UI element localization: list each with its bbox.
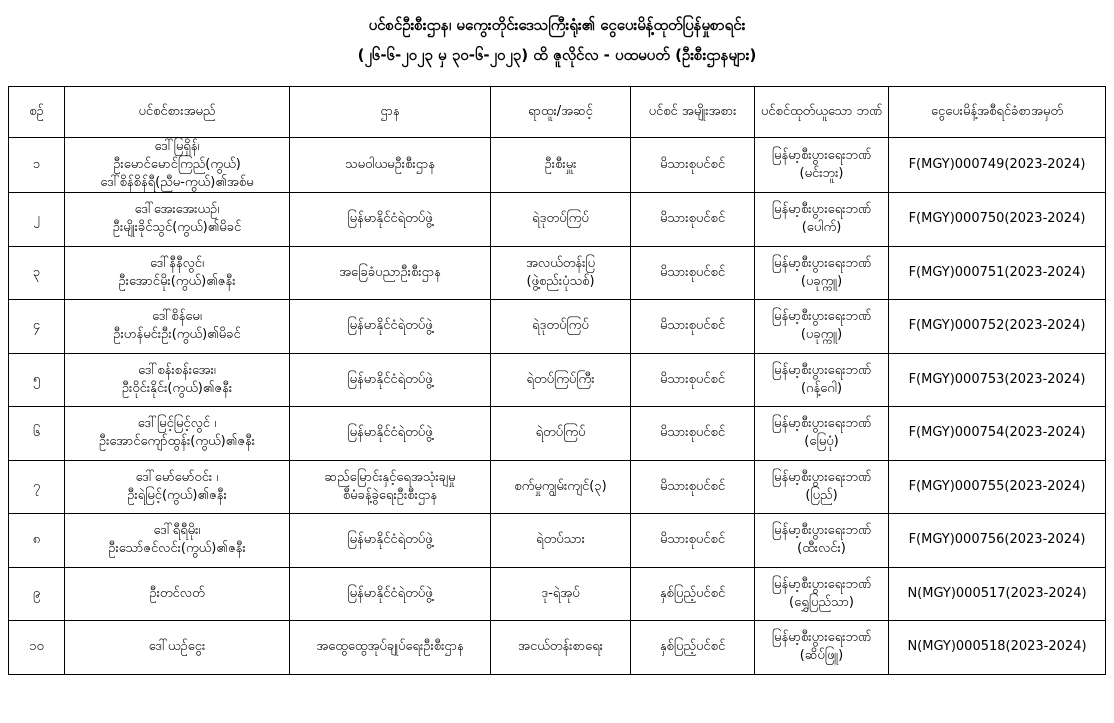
cell-rank-line: အလယ်တန်းပြ xyxy=(525,255,596,271)
cell-report-number: F(MGY)000753(2023-2024) xyxy=(889,353,1106,407)
table-row xyxy=(9,621,1106,675)
cell-no: ၁ xyxy=(9,138,65,193)
document-subtitle: (၂၆-၆-၂၀၂၃ မှ ၃၀-၆-၂၀၂၃) ထိ ဇူလိုင်လ - ပထမပတ် (ဦးစီးဌာနများ) xyxy=(357,46,757,64)
cell-pension-type: မိသားစုပင်စင် xyxy=(631,407,755,461)
cell-name xyxy=(65,353,290,407)
cell-department-line: မြန်မာနိုင်ငံရဲတပ်ဖွဲ့ xyxy=(347,532,433,548)
cell-name-line: ဒေါ်စိန်စိန်ရီ(ညီမ-ကွယ်)၏အစ်မ xyxy=(100,175,254,190)
cell-report-number: F(MGY)000756(2023-2024) xyxy=(889,514,1106,568)
header-bank-line: ဘဏ် xyxy=(856,104,883,119)
cell-pension-type: မိသားစုပင်စင် xyxy=(631,138,755,193)
table-row xyxy=(9,246,1106,300)
table-row xyxy=(9,300,1106,354)
header-pension-type-line: အမျိုးအစား xyxy=(681,104,737,119)
cell-name-line: ဦးအောင်ကျော်ထွန်း(ကွယ်)၏ဇနီး xyxy=(98,434,256,450)
cell-rank xyxy=(491,621,631,675)
cell-pension-type: နှစ်ပြည့်ပင်စင် xyxy=(631,621,755,675)
cell-pension-type: နှစ်ပြည့်ပင်စင် xyxy=(631,567,755,621)
cell-pension-type: မိသားစုပင်စင် xyxy=(631,460,755,514)
cell-rank xyxy=(491,407,631,461)
cell-department-line: မြန်မာနိုင်ငံရဲတပ်ဖွဲ့ xyxy=(347,371,433,387)
cell-name xyxy=(65,460,290,514)
cell-rank xyxy=(491,193,631,247)
cell-rank-line: ဦးစီးမှူး xyxy=(544,157,577,172)
cell-report-number: F(MGY)000751(2023-2024) xyxy=(889,246,1106,300)
cell-no: ၇ xyxy=(9,460,65,514)
cell-rank-line: ရဲတပ်သား xyxy=(536,532,585,548)
cell-department xyxy=(290,567,491,621)
cell-bank-line: (ပေါက်) xyxy=(801,220,842,236)
cell-name-line: ဦးဝိုင်းနိုင်း(ကွယ်)၏ဇနီး xyxy=(121,380,233,396)
table-row xyxy=(9,193,1106,247)
cell-bank xyxy=(755,407,889,461)
cell-department-line: အထွေထွေအုပ်ချုပ်ရေးဦးစီးဌာန xyxy=(316,639,464,655)
cell-pension-type: မိသားစုပင်စင် xyxy=(631,300,755,354)
header-rank: ရာထူး/အဆင့် xyxy=(491,87,631,138)
table-body xyxy=(9,138,1106,675)
header-bank-line: ပင်စင်ထုတ်ယူသော xyxy=(760,104,853,119)
cell-department-line: မြန်မာနိုင်ငံရဲတပ်ဖွဲ့ xyxy=(347,318,433,334)
cell-rank-line: ဒု-ရဲအုပ် xyxy=(541,585,580,601)
cell-name xyxy=(65,407,290,461)
cell-rank-line: ရဲတပ်ကြပ် xyxy=(535,425,586,441)
cell-department xyxy=(290,246,491,300)
cell-name-line: ဒေါ်မြင့်မြင့်လွင် ၊ xyxy=(137,416,217,432)
cell-report-number: F(MGY)000752(2023-2024) xyxy=(889,300,1106,354)
cell-name-line: ဦးဟန်မင်းဦး(ကွယ်)၏မိခင် xyxy=(113,327,241,343)
pension-table xyxy=(8,86,1106,675)
cell-bank-line: (မင်းဘူး) xyxy=(799,166,844,181)
cell-bank-line: မြန်မာ့စီးပွားရေးဘဏ် xyxy=(771,576,872,592)
cell-department xyxy=(290,300,491,354)
cell-department xyxy=(290,407,491,461)
cell-report-number: F(MGY)000750(2023-2024) xyxy=(889,193,1106,247)
cell-rank-line: (ဖွဲ့စည်းပုံသစ်) xyxy=(526,273,595,289)
cell-name xyxy=(65,193,290,247)
table-row xyxy=(9,138,1106,193)
cell-bank-line: မြန်မာ့စီးပွားရေးဘဏ် xyxy=(771,202,872,218)
header-pension-type-line: ပင်စင် xyxy=(648,104,678,119)
cell-bank-line: (ရွှေပြည်သာ) xyxy=(789,594,854,610)
cell-rank xyxy=(491,300,631,354)
cell-department xyxy=(290,193,491,247)
cell-name-line: ဒေါ်မြရှိန်၊ xyxy=(154,139,200,154)
cell-bank-line: မြန်မာ့စီးပွားရေးဘဏ် xyxy=(771,416,872,432)
cell-report-number: N(MGY)000518(2023-2024) xyxy=(889,621,1106,675)
cell-department-line: ဆည်မြောင်းနှင့်ရေအသုံးချမှု xyxy=(324,469,456,485)
cell-department xyxy=(290,514,491,568)
cell-bank xyxy=(755,300,889,354)
cell-department-line: မြန်မာနိုင်ငံရဲတပ်ဖွဲ့ xyxy=(347,585,433,601)
cell-no: ၁၀ xyxy=(9,621,65,675)
cell-name-line: ဒေါ်စိန်မေ၊ xyxy=(152,309,202,325)
header-report-number: ငွေပေးမိန့်အစီရင်ခံစာအမှတ် xyxy=(889,87,1106,138)
table-row xyxy=(9,514,1106,568)
header-pension-type xyxy=(631,87,755,138)
cell-bank-line: (ပခုက္ကူ) xyxy=(800,327,843,343)
cell-rank xyxy=(491,138,631,193)
cell-name-line: ဒေါ်ယဉ်ငွေး xyxy=(148,639,206,655)
header-department: ဌာန xyxy=(290,87,491,138)
cell-bank-line: (ဆိပ်ဖြူ) xyxy=(799,648,844,664)
cell-department xyxy=(290,138,491,193)
cell-bank-line: မြန်မာ့စီးပွားရေးဘဏ် xyxy=(771,148,872,163)
cell-name-line: ဦးရဲမြင့်(ကွယ်)၏ဇနီး xyxy=(127,487,227,503)
cell-no: ၂ xyxy=(9,193,65,247)
cell-department-line: စီမံခန့်ခွဲရေးဦးစီးဌာန xyxy=(342,487,438,503)
table-row xyxy=(9,567,1106,621)
cell-rank-line: အငယ်တန်းစာရေး xyxy=(518,639,603,655)
cell-name-line: ဒေါ်အေးအေးယဉ်၊ xyxy=(134,202,220,218)
cell-bank-line: (ပခုက္ကူ) xyxy=(800,273,843,289)
cell-no: ၉ xyxy=(9,567,65,621)
cell-name-line: ဦးအောင်မိုး(ကွယ်)၏ဇနီး xyxy=(118,273,236,289)
cell-report-number: F(MGY)000749(2023-2024) xyxy=(889,138,1106,193)
cell-bank-line: (မြေပုံ) xyxy=(804,434,839,450)
cell-department-line: သမဝါယမဦးစီးဌာန xyxy=(345,157,435,172)
cell-no: ၄ xyxy=(9,300,65,354)
cell-rank-line: ရဲဒုတပ်ကြပ် xyxy=(532,211,589,227)
cell-rank-line: စက်မှုကျွမ်းကျင်(၃) xyxy=(514,478,607,494)
cell-name xyxy=(65,621,290,675)
cell-bank-line: မြန်မာ့စီးပွားရေးဘဏ် xyxy=(771,309,872,325)
cell-department xyxy=(290,353,491,407)
cell-no: ၈ xyxy=(9,514,65,568)
cell-name-line: ဒေါ်ရီရီမိုး၊ xyxy=(153,523,201,539)
cell-name xyxy=(65,138,290,193)
table-row xyxy=(9,460,1106,514)
cell-rank xyxy=(491,514,631,568)
cell-department-line: မြန်မာနိုင်ငံရဲတပ်ဖွဲ့ xyxy=(347,211,433,227)
cell-rank-line: ရဲဒုတပ်ကြပ် xyxy=(532,318,589,334)
cell-name xyxy=(65,246,290,300)
cell-pension-type: မိသားစုပင်စင် xyxy=(631,193,755,247)
cell-name-line: ဦးမျိုးခိုင်သွင်(ကွယ်)၏မိခင် xyxy=(112,220,242,236)
cell-rank xyxy=(491,353,631,407)
cell-bank-line: မြန်မာ့စီးပွားရေးဘဏ် xyxy=(771,630,872,646)
cell-pension-type: မိသားစုပင်စင် xyxy=(631,246,755,300)
cell-bank-line: မြန်မာ့စီးပွားရေးဘဏ် xyxy=(771,362,872,378)
header-bank xyxy=(755,87,889,138)
cell-rank xyxy=(491,246,631,300)
cell-pension-type: မိသားစုပင်စင် xyxy=(631,353,755,407)
cell-bank-line: မြန်မာ့စီးပွားရေးဘဏ် xyxy=(771,523,872,539)
cell-bank-line: (ဂန့်ဂေါ) xyxy=(800,380,843,396)
cell-rank xyxy=(491,460,631,514)
cell-name xyxy=(65,300,290,354)
table-header-row xyxy=(9,87,1106,138)
cell-name-line: ဦးသော်ဇင်လင်း(ကွယ်)၏ဇနီး xyxy=(108,541,246,557)
cell-report-number: N(MGY)000517(2023-2024) xyxy=(889,567,1106,621)
cell-name-line: ဒေါ်မော်မော်ဝင်း ၊ xyxy=(135,469,219,485)
document-title: ပင်စင်ဦးစီးဌာန၊ မကွေးတိုင်းဒေသကြီးရုံး၏ ငွေပေးမိန့်ထုတ်ပြန်မှုစာရင်း xyxy=(368,16,746,34)
cell-name-line: ဦးမောင်မောင်ကြည်(ကွယ်) xyxy=(113,157,241,172)
cell-bank xyxy=(755,621,889,675)
cell-no: ၆ xyxy=(9,407,65,461)
cell-bank xyxy=(755,514,889,568)
cell-bank xyxy=(755,460,889,514)
cell-department xyxy=(290,460,491,514)
cell-rank-line: ရဲတပ်ကြပ်ကြီး xyxy=(526,371,595,387)
cell-name xyxy=(65,567,290,621)
header-no: စဉ် xyxy=(9,87,65,138)
cell-department-line: အခြေခံပညာဦးစီးဌာန xyxy=(339,264,441,280)
cell-report-number: F(MGY)000755(2023-2024) xyxy=(889,460,1106,514)
table-row xyxy=(9,353,1106,407)
cell-report-number: F(MGY)000754(2023-2024) xyxy=(889,407,1106,461)
cell-bank xyxy=(755,138,889,193)
cell-bank-line: မြန်မာ့စီးပွားရေးဘဏ် xyxy=(771,469,872,485)
cell-bank xyxy=(755,353,889,407)
cell-name xyxy=(65,514,290,568)
cell-name-line: ဦးတင်လတ် xyxy=(149,585,205,601)
table-row xyxy=(9,407,1106,461)
cell-department-line: မြန်မာနိုင်ငံရဲတပ်ဖွဲ့ xyxy=(347,425,433,441)
cell-bank xyxy=(755,193,889,247)
cell-department xyxy=(290,621,491,675)
cell-rank xyxy=(491,567,631,621)
cell-bank-line: (ပြည်) xyxy=(805,487,838,503)
cell-no: ၅ xyxy=(9,353,65,407)
cell-name-line: ဒေါ်နီနီလွင်၊ xyxy=(149,255,205,271)
cell-bank-line: (ထီးလင်း) xyxy=(797,541,846,557)
cell-bank xyxy=(755,567,889,621)
cell-bank-line: မြန်မာ့စီးပွားရေးဘဏ် xyxy=(771,255,872,271)
cell-no: ၃ xyxy=(9,246,65,300)
cell-name-line: ဒေါ်စန်းစန်းအေး၊ xyxy=(138,362,216,378)
cell-pension-type: မိသားစုပင်စင် xyxy=(631,514,755,568)
header-name: ပင်စင်စားအမည် xyxy=(65,87,290,138)
cell-bank xyxy=(755,246,889,300)
